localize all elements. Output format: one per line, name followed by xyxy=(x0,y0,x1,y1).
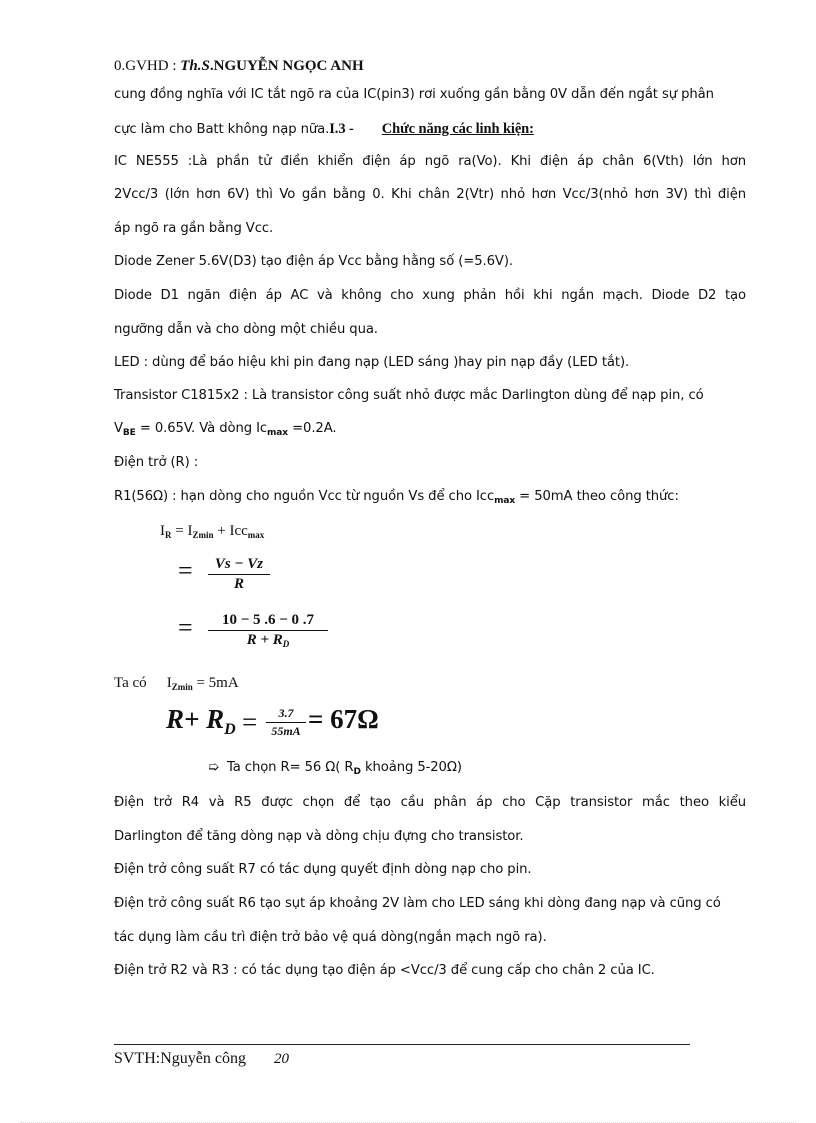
eq-iz-sub: Zmin xyxy=(192,530,214,540)
body-line-17: Điện trở công suất R6 tạo sụt áp khoảng 2V làm cho LED sáng khi dòng đang nạp và cũng có xyxy=(114,896,721,911)
section-number: I.3 - xyxy=(329,121,354,137)
body-line-11 xyxy=(114,419,746,439)
body-line-19: Điện trở R2 và R3 : có tác dụng tạo điện áp <Vcc/3 để cung cấp cho chân 2 của IC. xyxy=(114,963,655,978)
big-eq-r xyxy=(166,704,236,738)
icmax-text: =0.2A. xyxy=(287,421,337,436)
body-line-12: Điện trở (R) : xyxy=(114,455,199,470)
given-label: Ta có xyxy=(114,675,147,691)
body-line-14: Điện trở R4 và R5 được chọn để tạo cầu phân áp cho Cặp transistor mắc theo kiểu xyxy=(114,795,746,810)
body-line-3: IC NE555 :Là phần tử điền khiển điện áp ngõ ra(Vo). Khi điện áp chân 6(Vth) lớn hơn xyxy=(114,154,746,169)
r1-text-end: = 50mA theo công thức: xyxy=(515,489,679,504)
fraction-1-bar xyxy=(208,574,270,575)
body-line-13 xyxy=(114,487,746,507)
section-heading: Chức năng các linh kiện: xyxy=(381,121,534,137)
body-line-6: Diode Zener 5.6V(D3) tạo điện áp Vcc bằng hằng số (=5.6V). xyxy=(114,254,513,269)
given-iz-value: = 5mA xyxy=(192,675,239,691)
vbe-subscript: BE xyxy=(122,428,136,438)
r1-text: R1(56Ω) : hạn dòng cho nguồn Vcc từ nguồn Vs để cho Icc xyxy=(114,489,495,504)
big-fraction-numerator: 3.7 xyxy=(278,706,294,720)
page-number: 20 xyxy=(273,1051,289,1067)
header-prefix: 0.GVHD : xyxy=(114,58,181,74)
body-line-10: Transistor C1815x2 : Là transistor công suất nhỏ được mắc Darlington dùng để nạp pin, có xyxy=(114,388,704,403)
body-line-9: LED : dùng để báo hiệu khi pin đang nạp (LED sáng )hay pin nạp đầy (LED tắt). xyxy=(114,355,630,370)
body-line-18: tác dụng làm cầu trì điện trở bảo vệ quá dòng(ngắn mạch ngõ ra). xyxy=(114,930,547,945)
eq-icc-sub: max xyxy=(247,530,265,540)
body-line-15: Darlington để tăng dòng nạp và dòng chịu đựng cho transistor. xyxy=(114,829,524,844)
eq-ir-sub: R xyxy=(165,530,172,540)
body-line-1: cung đồng nghĩa với IC tắt ngõ ra của IC(pin3) rơi xuống gần bằng 0V dẫn đến ngắt sự phân xyxy=(114,87,714,102)
big-eq-equal: = xyxy=(242,707,258,737)
fraction-1-numerator: Vs − Vz xyxy=(214,556,264,572)
body-line-8: ngưỡng dẫn và cho dòng một chiều qua. xyxy=(114,322,378,337)
vbe-symbol: V xyxy=(114,421,123,436)
fraction-numeric xyxy=(208,612,328,649)
fraction-vs-vz xyxy=(208,556,270,593)
eq-ir-symbol: I xyxy=(160,523,165,539)
given-izmin xyxy=(114,673,746,693)
eq-iz-symbol: = I xyxy=(171,523,193,539)
fraction-2-den-text: R + R xyxy=(246,632,283,648)
choose-text-end: khoảng 5-20Ω) xyxy=(360,760,462,775)
fraction-2-denominator xyxy=(208,632,328,649)
page-header xyxy=(114,56,746,76)
footer-author: SVTH:Nguyễn công xyxy=(114,1050,246,1067)
body-line-4: 2Vcc/3 (lớn hơn 6V) thì Vo gần bằng 0. Khi chân 2(Vtr) nhỏ hơn Vcc/3(nhỏ hơn 3V) thì điện xyxy=(114,187,746,202)
big-r: R xyxy=(166,704,185,734)
fraction-1-denominator: R xyxy=(233,576,244,592)
arrow-right-icon: ➯ xyxy=(208,760,219,775)
page-footer xyxy=(114,1050,289,1068)
body-line-16: Điện trở công suất R7 có tác dụng quyết định dòng nạp cho pin. xyxy=(114,862,532,877)
choose-text: Ta chọn R= 56 Ω( R xyxy=(226,760,354,775)
big-plus-rd: + R xyxy=(184,704,225,734)
given-iz-sub: Zmin xyxy=(171,682,193,692)
body-line-2 xyxy=(114,119,746,140)
eq-icc-symbol: + Icc xyxy=(213,523,248,539)
big-d-sub: D xyxy=(224,721,236,738)
iccmax-subscript: max xyxy=(494,496,516,506)
icmax-subscript: max xyxy=(267,428,288,438)
given-iz-symbol: I xyxy=(166,675,172,691)
fraction-2-den-sub: D xyxy=(282,639,290,649)
equals-sign-2: = xyxy=(178,613,193,642)
vbe-text: = 0.65V. Và dòng Ic xyxy=(135,421,268,436)
footer-divider xyxy=(114,1044,690,1045)
header-title: Th.S xyxy=(180,58,210,74)
big-fraction-bar xyxy=(266,722,306,723)
header-name: .NGUYỄN NGỌC ANH xyxy=(209,58,364,74)
body-line-2-text: cực làm cho Batt không nạp nữa. xyxy=(114,122,330,137)
body-line-7: Diode D1 ngăn điện áp AC và không cho xung phản hồi khi ngắn mạch. Diode D2 tạo xyxy=(114,288,746,303)
big-fraction xyxy=(266,706,306,739)
big-eq-result: = 67Ω xyxy=(308,704,379,734)
big-fraction-denominator: 55mA xyxy=(271,724,301,738)
body-line-5: áp ngõ ra gần bằng Vcc. xyxy=(114,221,274,236)
choose-sub: D xyxy=(353,767,361,777)
fraction-2-bar xyxy=(208,630,328,631)
fraction-2-numerator: 10 − 5 .6 − 0 .7 xyxy=(221,612,315,628)
equals-sign-1: = xyxy=(178,556,193,585)
equation-ir xyxy=(160,521,792,541)
choose-line xyxy=(208,758,708,778)
